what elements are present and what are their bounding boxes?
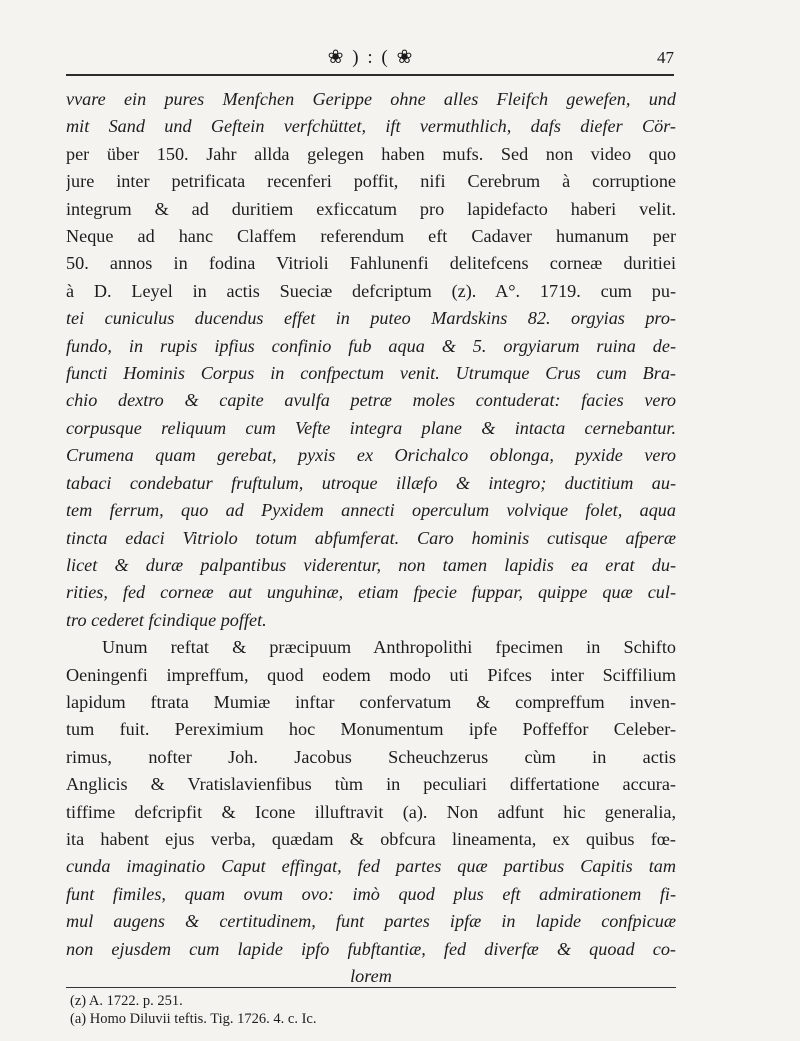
text-line: corpusque reliquum cum Vefte integra plane & intacta cernebantur.	[66, 417, 676, 438]
text-line: functi Hominis Corpus in confpectum venit. Utrumque Crus cum Bra-	[66, 363, 676, 384]
header-rule	[66, 74, 674, 76]
text-line: non ejusdem cum lapide ipfo fubftantiæ, fed diverfæ & quoad co-	[66, 938, 676, 959]
text-line: Anglicis & Vratislavienfibus tùm in peculiari differtatione accura-	[66, 774, 676, 795]
text-line: à D. Leyel in actis Sueciæ defcriptum (z). A°. 1719. cum pu-	[66, 280, 676, 301]
text-line: cunda imaginatio Caput effingat, fed partes quæ partibus Capitis tam	[66, 856, 676, 877]
text-line: tum fuit. Pereximium hoc Monumentum ipfe Poffeffor Celeber-	[66, 719, 676, 740]
footnote-a: (a) Homo Diluvii teftis. Tig. 1726. 4. c. Ic.	[70, 1011, 317, 1027]
text-line: jure inter petrificata recenferi poffit, nifi Cerebrum à corruptione	[66, 171, 676, 192]
text-line: Unum reftat & præcipuum Anthropolithi fpecimen in Schifto	[102, 637, 676, 658]
text-line: tabaci condebatur fruftulum, utroque illæfo & integro; ductitium au-	[66, 472, 676, 493]
page-number: 47	[657, 48, 674, 67]
footnote-z: (z) A. 1722. p. 251.	[70, 993, 183, 1009]
text-line: tro cederet fcindique poffet.	[66, 609, 267, 630]
text-line: fundo, in rupis ipfius confinio fub aqua & 5. orgyiarum ruina de-	[66, 335, 676, 356]
text-line: per über 150. Jahr allda gelegen haben mufs. Sed non video quo	[66, 143, 676, 164]
page-header	[66, 46, 674, 80]
text-line: Crumena quam gerebat, pyxis ex Orichalco oblonga, pyxide vero	[66, 445, 676, 466]
text-line: rities, fed corneæ aut unguhinæ, etiam fpecie fuppar, quippe quæ cul-	[66, 582, 676, 603]
text-line: lapidum ftrata Mumiæ inftar confervatum & compreffum inven-	[66, 691, 676, 712]
footnotes	[70, 992, 670, 1028]
text-line: chio dextro & capite avulfa petræ moles contuderat: facies vero	[66, 390, 676, 411]
text-line: funt fimiles, quam ovum ovo: imò quod plus eft admirationem fi-	[66, 883, 676, 904]
text-line: tiffime defcripfit & Icone illuftravit (a). Non adfunt hic generalia,	[66, 801, 676, 822]
header-ornament: ❀ ) : ( ❀	[327, 47, 415, 68]
text-line: lorem	[350, 966, 392, 986]
text-line: integrum & ad duritiem exficcatum pro lapidefacto haberi velit.	[66, 198, 676, 219]
text-line: ita habent ejus verba, quædam & obfcura lineamenta, ex quibus fœ-	[66, 828, 676, 849]
text-line: tincta edaci Vitriolo totum abfumferat. Caro hominis cutisque afperæ	[66, 527, 676, 548]
text-line: tei cuniculus ducendus effet in puteo Mardskins 82. orgyias pro-	[66, 308, 676, 329]
text-line: vvare ein pures Menfchen Gerippe ohne alles Fleifch gewefen, und	[66, 89, 676, 109]
text-line: rimus, nofter Joh. Jacobus Scheuchzerus cùm in actis	[66, 746, 676, 767]
text-line: mit Sand und Geftein verfchüttet, ift vermuthlich, dafs diefer Cör-	[66, 116, 676, 137]
body-text	[66, 86, 676, 990]
text-line: Oeningenfi impreffum, quod eodem modo uti Pifces inter Sciffilium	[66, 664, 676, 685]
text-line: tem ferrum, quo ad Pyxidem annecti operculum volvique folet, aqua	[66, 500, 676, 521]
text-line: 50. annos in fodina Vitrioli Fahlunenfi delitefcens corneæ duritiei	[66, 253, 676, 274]
text-line: licet & duræ palpantibus viderentur, non tamen lapidis ea erat du-	[66, 554, 676, 575]
text-line: Neque ad hanc Claffem referendum eft Cadaver humanum per	[66, 226, 676, 247]
footnote-rule	[66, 987, 676, 988]
text-line: mul augens & certitudinem, funt partes ipfæ in lapide confpicuæ	[66, 911, 676, 932]
